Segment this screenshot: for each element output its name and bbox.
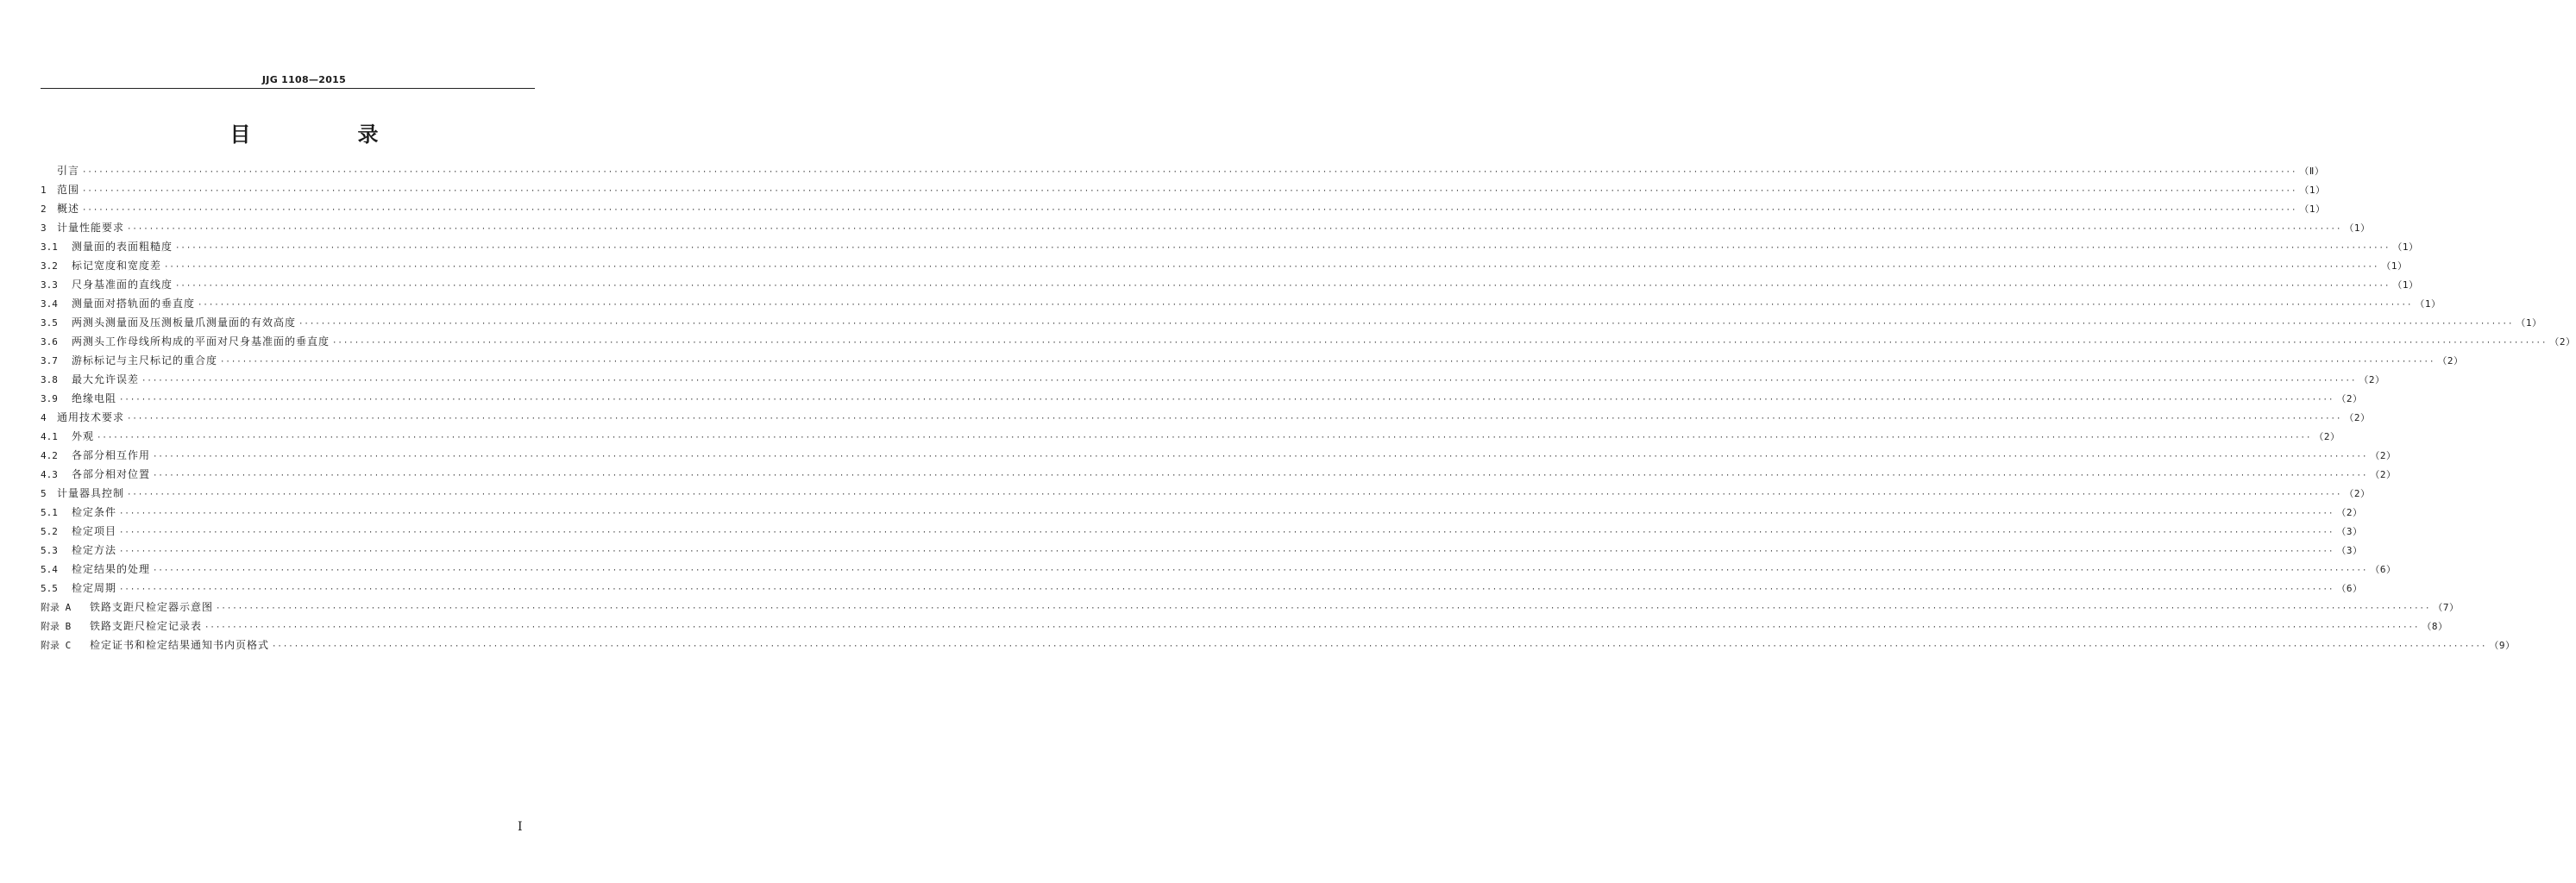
toc-entry-title: 各部分相互作用 [72,449,151,461]
toc-entry-title: 外观 [72,430,95,442]
toc-entry-number: 1 [41,185,47,196]
toc-dot-leader: ················································································································································································································································································································································································································ [119,396,2334,404]
toc-entry-number: 3.8 [41,374,58,385]
toc-entry-page: （2） [2336,393,2363,404]
toc-entry-page: （1） [2516,317,2542,329]
toc-entry-number: 4.3 [41,469,58,480]
toc-entry [41,294,2441,313]
toc-entry-page: （6） [2336,583,2363,594]
toc-dot-leader: ················································································································································································································································································································································································································ [127,491,2342,499]
toc-dot-leader: ················································································································································································································································································································································································································ [141,377,2357,385]
document-header [0,74,608,85]
toc-entry-title: 铁路支距尺检定器示意图 [90,601,214,613]
toc-entry-number: 4.1 [41,431,58,442]
toc-dot-leader: ················································································································································································································································································································································································································ [153,453,2368,461]
toc-entry-title: 范围 [57,184,80,196]
toc-entry-title: 绝缘电阻 [72,392,117,404]
toc-dot-leader: ················································································································································································································································································································································································································ [220,358,2435,366]
toc-entry [41,256,2408,275]
toc-entry-page: （2） [2336,507,2363,518]
toc-entry [41,408,2371,427]
toc-entry-title: 标记宽度和宽度差 [72,260,162,272]
toc-dot-leader: ················································································································································································································································································································································································································ [119,529,2334,537]
toc-entry [41,237,2419,256]
toc-entry-number: 4.2 [41,450,58,461]
toc-dot-leader: ················································································································································································································································································································································································································ [175,244,2391,253]
standard-code: JJG 1108—2015 [261,74,347,85]
toc-entry-title: 测量面的表面粗糙度 [72,241,173,253]
toc-dot-leader: ················································································································································································································································································································································································································ [175,282,2391,291]
toc-dot-leader: ················································································································································································································································································································································································································ [82,187,2297,196]
toc-entry-page: （Ⅱ） [2299,166,2325,177]
toc-dot-leader: ················································································································································································································································································································································································································ [82,206,2297,215]
toc-dot-leader: ················································································································································································································································································································································································································ [127,415,2342,423]
toc-entry-page: （2） [2437,355,2464,366]
toc-dot-leader: ················································································································································································································································································································································································································ [119,586,2334,594]
toc-dot-leader: ················································································································································································································································································································································································································ [272,642,2487,651]
toc-entry-page: （3） [2336,545,2363,556]
toc-entry-title: 概述 [57,203,80,215]
toc-entry-title: 检定结果的处理 [72,563,151,575]
toc-entry-page: （7） [2433,602,2460,613]
toc-entry-title: 计量器具控制 [57,487,125,499]
toc-entry-page: （2） [2370,469,2397,480]
toc-entry [41,579,2363,598]
toc-entry-title: 检定条件 [72,506,117,518]
toc-dot-leader: ················································································································································································································································································································································································································ [216,604,2431,613]
toc-entry-title: 检定证书和检定结果通知书内页格式 [90,639,270,651]
toc-entry [41,427,2340,446]
toc-entry-page: （3） [2336,526,2363,537]
toc-entry [41,180,2326,199]
toc-entry-page: （2） [2314,431,2340,442]
toc-entry-number: 3.6 [41,336,58,348]
toc-dot-leader: ················································································································································································································································································································································································································ [82,168,2297,177]
toc-entry-title: 最大允许误差 [72,373,140,385]
toc-entry [41,617,2448,636]
toc-entry [41,351,2464,370]
toc-entry [41,275,2419,294]
toc-entry-number: 3.9 [41,393,58,404]
toc-dot-leader: ················································································································································································································································································································································································································ [164,263,2379,272]
toc-entry-number: 附录 B [41,621,72,632]
toc-entry [41,446,2397,465]
toc-entry-page: （2） [2344,488,2371,499]
toc-dot-leader: ················································································································································································································································································································································································································ [298,320,2514,329]
toc-entry [41,598,2460,617]
toc-dot-leader: ················································································································································································································································································································································································································ [204,623,2420,632]
header-rule [41,88,535,89]
toc-entry-number: 附录 C [41,640,72,651]
toc-entry-page: （1） [2392,279,2419,291]
toc-entry-page: （8） [2422,621,2448,632]
toc-entry [41,218,2371,237]
toc-entry-number: 5.2 [41,526,58,537]
toc-entry-title: 铁路支距尺检定记录表 [90,620,203,632]
toc-dot-leader: ················································································································································································································································································································································································································ [119,548,2334,556]
toc-dot-leader: ················································································································································································································································································································································································································ [119,510,2334,518]
toc-entry-number: 3 [41,222,47,234]
toc-entry [41,370,2385,389]
toc-entry [41,199,2326,218]
toc-entry-number: 5.1 [41,507,58,518]
toc-entry-title: 检定项目 [72,525,117,537]
toc-entry-number: 3.2 [41,260,58,272]
toc-entry [41,313,2542,332]
toc-entry-page: （1） [2381,260,2408,272]
toc-entry [41,503,2363,522]
toc-entry-number: 5.3 [41,545,58,556]
toc-entry-page: （1） [2344,222,2371,234]
toc-entry-number: 3.1 [41,241,58,253]
toc-entry-number: 附录 A [41,602,72,613]
toc-entry-page: （2） [2344,412,2371,423]
toc-dot-leader: ················································································································································································································································································································································································································ [198,301,2413,310]
toc-entry-title: 测量面对搭轨面的垂直度 [72,297,196,310]
toc-dot-leader: ················································································································································································································································································································································································································ [153,567,2368,575]
table-of-contents [41,161,2576,654]
toc-entry-title: 两测头工作母线所构成的平面对尺身基准面的垂直度 [72,335,330,348]
toc-entry-title: 计量性能要求 [57,222,125,234]
toc-entry-page: （1） [2299,204,2326,215]
toc-entry-number: 3.4 [41,298,58,310]
toc-entry-number: 4 [41,412,47,423]
toc-entry [41,465,2397,484]
toc-entry [41,522,2363,541]
toc-entry-page: （2） [2549,336,2576,348]
toc-entry-title: 引言 [57,165,80,177]
toc-dot-leader: ················································································································································································································································································································································································································ [127,225,2342,234]
toc-entry-title: 各部分相对位置 [72,468,151,480]
toc-entry-page: （2） [2359,374,2385,385]
toc-entry-title: 通用技术要求 [57,411,125,423]
toc-entry [41,541,2363,560]
toc-entry [41,332,2576,351]
toc-entry-page: （1） [2415,298,2441,310]
toc-entry-page: （2） [2370,450,2397,461]
toc-entry-title: 两测头测量面及压测板量爪测量面的有效高度 [72,316,297,329]
toc-entry-number: 5.4 [41,564,58,575]
toc-entry-number: 5.5 [41,583,58,594]
toc-entry-page: （1） [2299,185,2326,196]
toc-entry-page: （6） [2370,564,2397,575]
toc-entry [41,560,2397,579]
toc-dot-leader: ················································································································································································································································································································································································································ [97,434,2312,442]
toc-entry-number: 3.5 [41,317,58,329]
toc-entry [41,389,2363,408]
toc-dot-leader: ················································································································································································································································································································································································································ [332,339,2548,348]
toc-entry-title: 尺身基准面的直线度 [72,279,173,291]
toc-title: 目 录 [229,122,422,147]
toc-entry-page: （9） [2489,640,2516,651]
toc-entry-number: 3.3 [41,279,58,291]
toc-entry-page: （1） [2392,241,2419,253]
toc-entry [41,484,2371,503]
toc-entry-number: 5 [41,488,47,499]
toc-entry-title: 检定周期 [72,582,117,594]
toc-entry-title: 检定方法 [72,544,117,556]
toc-entry-number: 3.7 [41,355,58,366]
toc-entry [41,636,2516,654]
toc-entry [41,161,2325,180]
toc-entry-title: 游标标记与主尺标记的重合度 [72,354,218,366]
toc-entry-number: 2 [41,204,47,215]
page-number: I [518,820,523,834]
toc-dot-leader: ················································································································································································································································································································································································································ [153,472,2368,480]
